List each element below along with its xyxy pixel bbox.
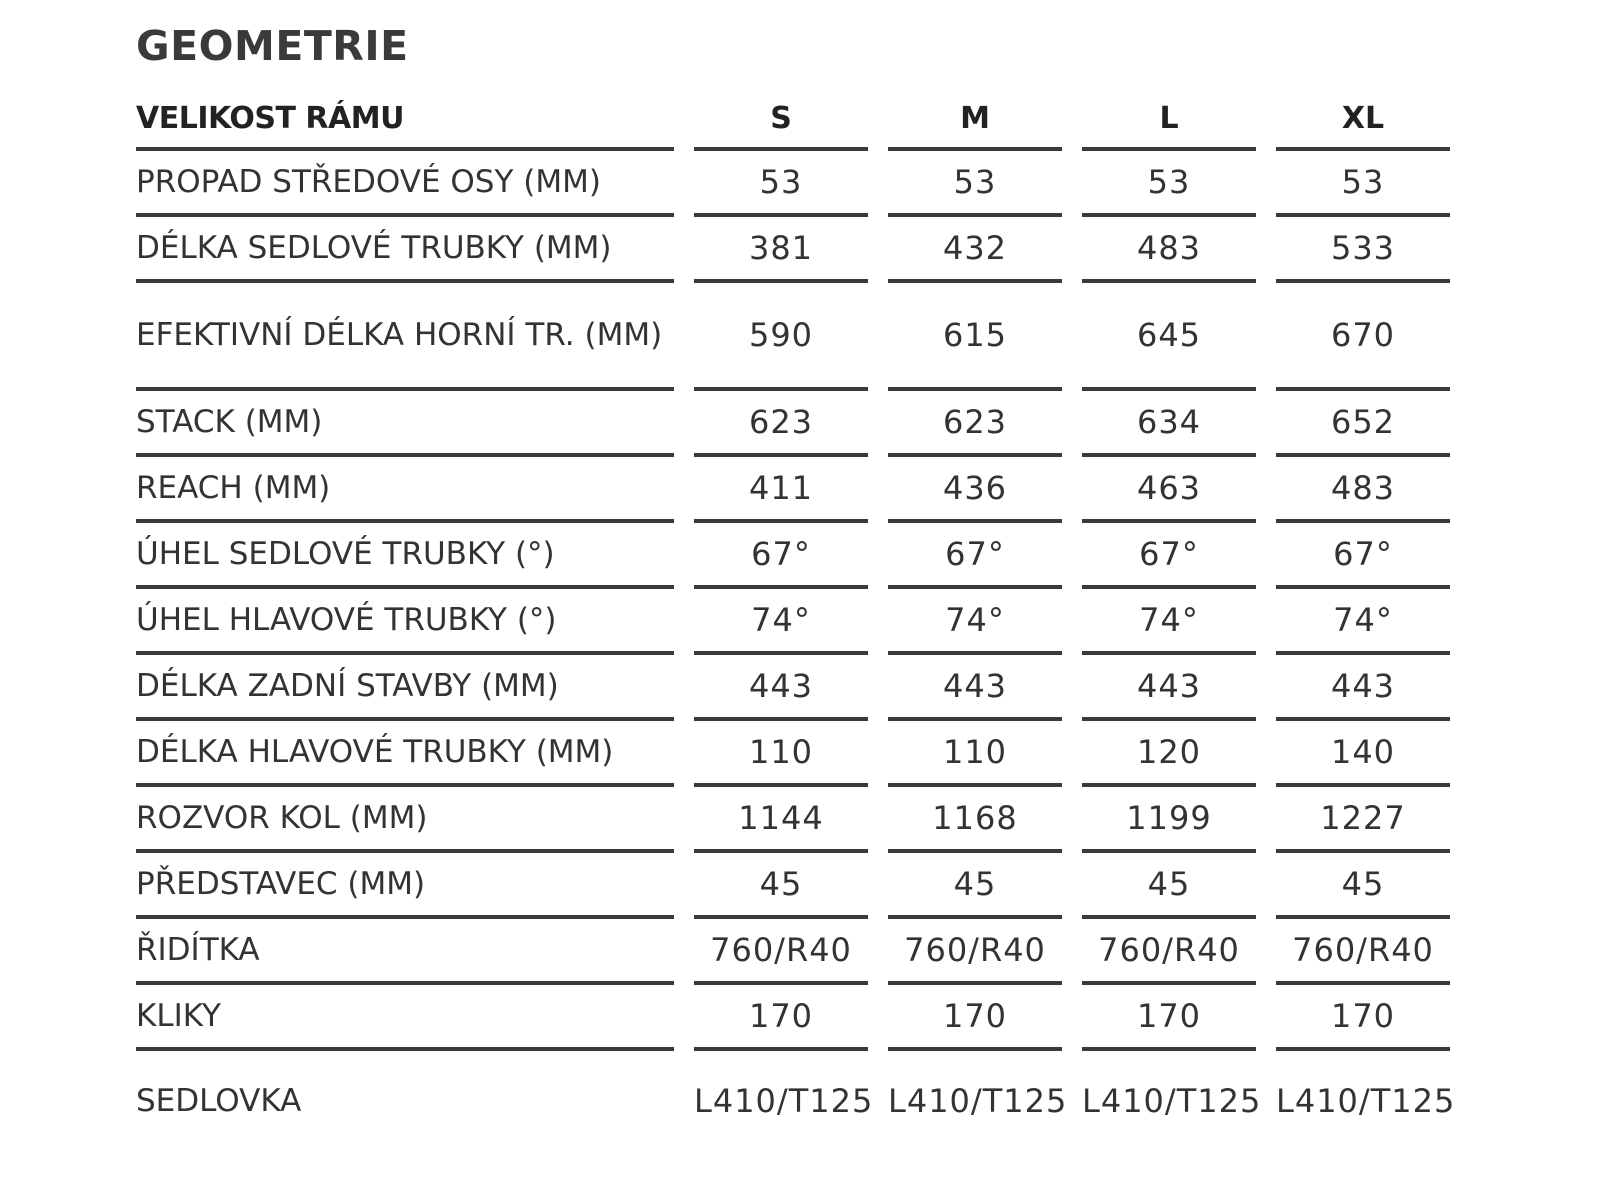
- cell-value: 1168: [888, 787, 1062, 853]
- cell-value: 645: [1082, 283, 1256, 391]
- cell-value: L410/T125: [1276, 1081, 1456, 1120]
- cell-value: 120: [1082, 721, 1256, 787]
- cell-value: 463: [1082, 457, 1256, 523]
- cell-value: 670: [1276, 283, 1450, 391]
- row-label: ROZVOR KOL (MM): [136, 787, 674, 853]
- row-label: DÉLKA ZADNÍ STAVBY (MM): [136, 655, 674, 721]
- table-row: [136, 457, 1450, 523]
- page-title: GEOMETRIE: [136, 22, 409, 70]
- cell-value: 483: [1276, 457, 1450, 523]
- cell-value: 436: [888, 457, 1062, 523]
- cell-value: L410/T125: [1082, 1081, 1262, 1120]
- table-row: [136, 655, 1450, 721]
- cell-value: 170: [1276, 985, 1450, 1051]
- cell-value: 615: [888, 283, 1062, 391]
- table-row: [136, 523, 1450, 589]
- cell-value: 170: [1082, 985, 1256, 1051]
- table-row: [136, 151, 1450, 217]
- cell-value: 74°: [1082, 589, 1256, 655]
- cell-value: 74°: [694, 589, 868, 655]
- row-label: SEDLOVKA: [136, 1082, 302, 1119]
- cell-value: 45: [1276, 853, 1450, 919]
- cell-value: 443: [1276, 655, 1450, 721]
- cell-value: L410/T125: [888, 1081, 1068, 1120]
- cell-value: 1227: [1276, 787, 1450, 853]
- cell-value: 760/R40: [1082, 919, 1256, 985]
- cell-value: 443: [888, 655, 1062, 721]
- cell-value: 1144: [694, 787, 868, 853]
- cell-value: 760/R40: [694, 919, 868, 985]
- table-row: [136, 1051, 1450, 1151]
- cell-value: 623: [694, 391, 868, 457]
- table-row: [136, 589, 1450, 655]
- cell-value: 45: [1082, 853, 1256, 919]
- cell-value: 53: [888, 151, 1062, 217]
- cell-value: 67°: [1082, 523, 1256, 589]
- table-row: [136, 919, 1450, 985]
- cell-value: 590: [694, 283, 868, 391]
- cell-value: 634: [1082, 391, 1256, 457]
- header-row: [136, 90, 1450, 151]
- cell-value: 760/R40: [888, 919, 1062, 985]
- cell-value: 170: [888, 985, 1062, 1051]
- row-label: PROPAD STŘEDOVÉ OSY (MM): [136, 151, 674, 217]
- cell-value: 67°: [694, 523, 868, 589]
- size-header-m: M: [888, 90, 1062, 151]
- row-label: PŘEDSTAVEC (MM): [136, 853, 674, 919]
- row-label: STACK (MM): [136, 391, 674, 457]
- cell-value: 53: [1276, 151, 1450, 217]
- cell-value: 443: [694, 655, 868, 721]
- cell-value: 432: [888, 217, 1062, 283]
- cell-value: 140: [1276, 721, 1450, 787]
- cell-value: 67°: [888, 523, 1062, 589]
- table-row: [136, 721, 1450, 787]
- cell-value: L410/T125: [694, 1081, 874, 1120]
- table-row: [136, 985, 1450, 1051]
- cell-value: 67°: [1276, 523, 1450, 589]
- row-label: ÚHEL HLAVOVÉ TRUBKY (°): [136, 589, 674, 655]
- cell-value: 45: [694, 853, 868, 919]
- row-label: KLIKY: [136, 985, 674, 1051]
- row-label: ŘIDÍTKA: [136, 919, 674, 985]
- size-header-xl: XL: [1276, 90, 1450, 151]
- table-row: [136, 283, 1450, 391]
- cell-value: 623: [888, 391, 1062, 457]
- cell-value: 45: [888, 853, 1062, 919]
- row-label: REACH (MM): [136, 457, 674, 523]
- cell-value: 1199: [1082, 787, 1256, 853]
- cell-value: 170: [694, 985, 868, 1051]
- cell-value: 110: [694, 721, 868, 787]
- frame-size-header: VELIKOST RÁMU: [136, 90, 674, 151]
- size-header-l: L: [1082, 90, 1256, 151]
- cell-value: 443: [1082, 655, 1256, 721]
- table-row: [136, 391, 1450, 457]
- cell-value: 381: [694, 217, 868, 283]
- cell-value: 110: [888, 721, 1062, 787]
- row-label: DÉLKA SEDLOVÉ TRUBKY (MM): [136, 217, 674, 283]
- cell-value: 53: [694, 151, 868, 217]
- table-row: [136, 853, 1450, 919]
- cell-value: 411: [694, 457, 868, 523]
- table-row: [136, 217, 1450, 283]
- row-label: DÉLKA HLAVOVÉ TRUBKY (MM): [136, 721, 674, 787]
- cell-value: 74°: [888, 589, 1062, 655]
- row-label: ÚHEL SEDLOVÉ TRUBKY (°): [136, 523, 674, 589]
- table-row: [136, 787, 1450, 853]
- cell-value: 483: [1082, 217, 1256, 283]
- geometry-table: [116, 90, 1470, 1151]
- cell-value: 74°: [1276, 589, 1450, 655]
- row-label: EFEKTIVNÍ DÉLKA HORNÍ TR. (MM): [136, 283, 674, 391]
- cell-value: 533: [1276, 217, 1450, 283]
- size-header-s: S: [694, 90, 868, 151]
- cell-value: 652: [1276, 391, 1450, 457]
- cell-value: 760/R40: [1276, 919, 1450, 985]
- cell-value: 53: [1082, 151, 1256, 217]
